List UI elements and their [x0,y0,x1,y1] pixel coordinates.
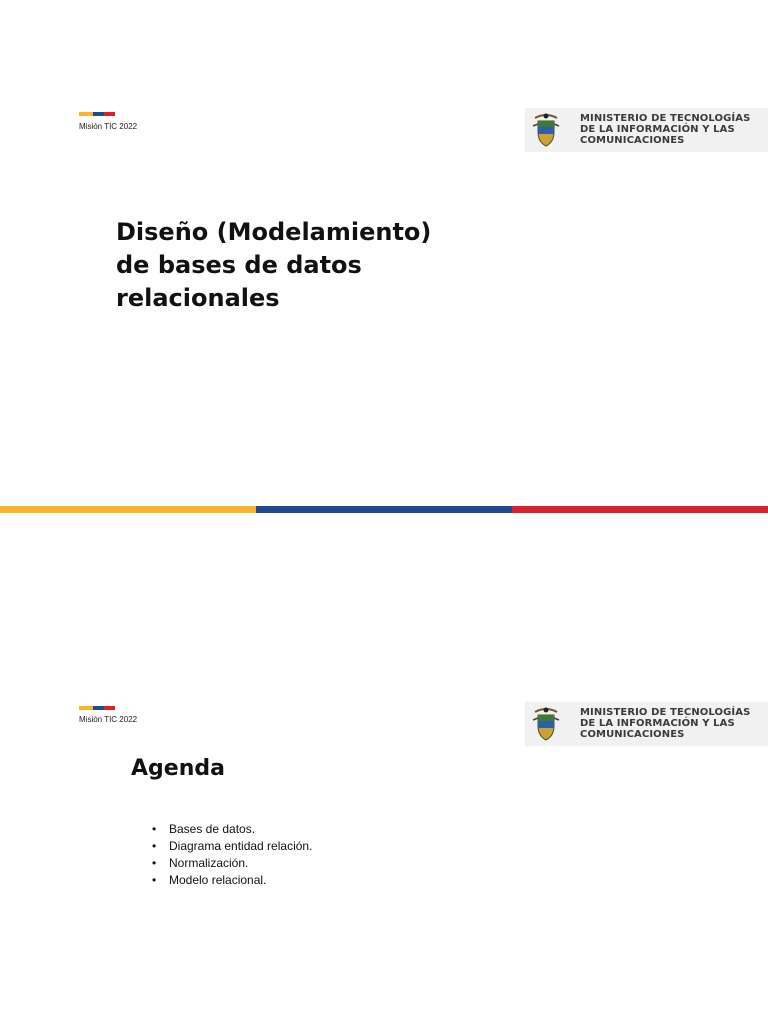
ministry-name [580,707,766,740]
bullet-icon: • [152,856,157,870]
ministry-line-2: DE LA INFORMACIÓN Y LAS [580,124,735,135]
agenda-item-label: Diagrama entidad relación. [169,839,313,853]
title-line-1: Diseño (Modelamiento) [116,218,432,246]
agenda-list [152,821,312,889]
agenda-item-label: Modelo relacional. [169,873,267,887]
ministry-logo [525,702,768,746]
bullet-icon: • [152,873,157,887]
agenda-item-label: Bases de datos. [169,822,256,836]
mision-tic-label: Misión TIC 2022 [79,715,138,724]
ministry-line-1: MINISTERIO DE TECNOLOGÍAS [580,707,751,718]
slide-agenda [0,518,768,1024]
agenda-item-label: Normalización. [169,856,249,870]
mini-flag-bar [79,112,115,116]
ministry-name [580,113,766,146]
bullet-icon: • [152,822,157,836]
slide-title-text [116,216,431,315]
title-line-3: relacionales [116,284,280,312]
bullet-icon: • [152,839,157,853]
colombia-coat-of-arms-icon [531,706,561,742]
ministry-logo [525,108,768,152]
ministry-line-2: DE LA INFORMACIÓN Y LAS [580,718,735,729]
ministry-line-1: MINISTERIO DE TECNOLOGÍAS [580,113,751,124]
list-item [152,821,312,838]
ministry-line-3: COMUNICACIONES [580,729,685,740]
agenda-heading: Agenda [131,756,225,781]
ministry-line-3: COMUNICACIONES [580,135,685,146]
mision-tic-label: Misión TIC 2022 [79,122,138,131]
list-item [152,855,312,872]
colombia-coat-of-arms-icon [531,112,561,148]
list-item [152,872,312,889]
title-line-2: de bases de datos [116,251,362,279]
colombia-tricolor-band [0,506,768,513]
mini-flag-bar [79,706,115,710]
list-item [152,838,312,855]
